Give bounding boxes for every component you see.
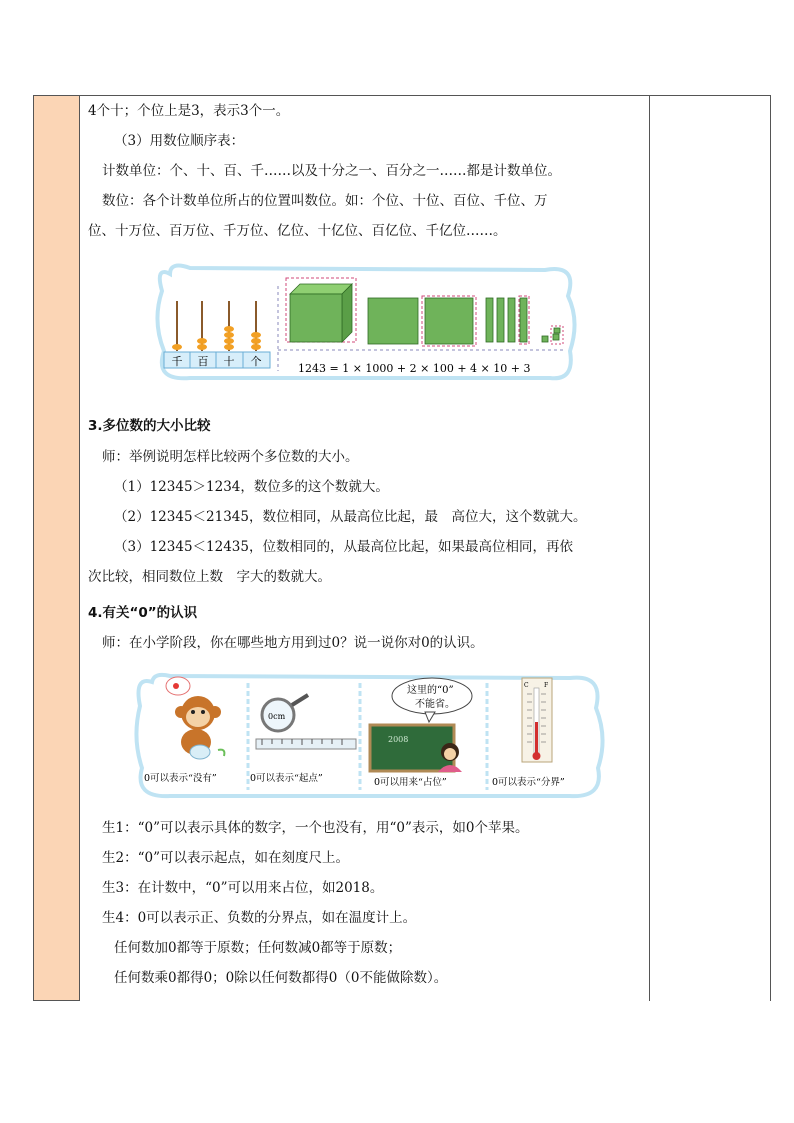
text-line: （3）12345＜12435，位数相同的，从最高位比起，如果最高位相同，再依 bbox=[114, 539, 573, 555]
text-line: 数位：各个计数单位所占的位置叫数位。如：个位、十位、百位、千位、万 bbox=[102, 193, 548, 209]
text-line: 生2：“0”可以表示起点，如在刻度尺上。 bbox=[102, 850, 349, 866]
text-line: 计数单位：个、十、百、千……以及十分之一、百分之一……都是计数单位。 bbox=[102, 163, 561, 179]
section-heading: 4.有关“0”的认识 bbox=[88, 605, 198, 621]
speech-bubble-line: 不能省。 bbox=[415, 699, 455, 710]
text-line: 生1：“0”可以表示具体的数字，一个也没有，用“0”表示，如0个苹果。 bbox=[102, 820, 529, 836]
section-heading: 3.多位数的大小比较 bbox=[88, 418, 211, 434]
content-column bbox=[80, 95, 650, 1001]
hundred-flat bbox=[368, 298, 418, 344]
text-line: 师：在小学阶段，你在哪些地方用到过0？说一说你对0的认识。 bbox=[102, 635, 484, 651]
lesson-table bbox=[33, 95, 771, 1001]
thousand-cube bbox=[286, 278, 356, 342]
left-column bbox=[33, 95, 80, 1001]
text-line: （3）用数位顺序表： bbox=[114, 133, 245, 149]
thermo-unit: F bbox=[544, 682, 549, 689]
zero-caption: 0可以用来“占位” bbox=[374, 777, 447, 788]
thermometer-illustration bbox=[522, 678, 552, 762]
ruler-label: 0cm bbox=[268, 712, 286, 721]
zero-caption: 0可以表示“分界” bbox=[492, 777, 565, 788]
board-number: 2008 bbox=[388, 735, 409, 744]
place-value-equation: 1243 = 1 × 1000 + 2 × 100 + 4 × 10 + 3 bbox=[298, 362, 531, 375]
thermo-unit: C bbox=[524, 682, 529, 689]
text-line: 次比较，相同数位上数 字大的数就大。 bbox=[88, 569, 331, 585]
text-line: 4个十；个位上是3，表示3个一。 bbox=[88, 103, 290, 119]
speech-bubble-line: 这里的“0” bbox=[407, 685, 454, 696]
abacus-label: 千 bbox=[171, 355, 183, 368]
text-line: 师：举例说明怎样比较两个多位数的大小。 bbox=[102, 449, 359, 465]
text-line: 任何数加0都等于原数；任何数减0都等于原数； bbox=[114, 940, 402, 956]
abacus-label: 十 bbox=[223, 355, 235, 368]
text-line: （1）12345＞1234，数位多的这个数就大。 bbox=[114, 479, 389, 495]
text-line: 位、十万位、百万位、千万位、亿位、十亿位、百亿位、千亿位……。 bbox=[88, 223, 507, 239]
text-line: （2）12345＜21345，数位相同，从最高位比起，最 高位大，这个数就大。 bbox=[114, 509, 587, 525]
text-line: 生4：0可以表示正、负数的分界点，如在温度计上。 bbox=[102, 910, 417, 926]
notes-column bbox=[650, 95, 771, 1001]
text-line: 任何数乘0都得0；0除以任何数都得0（0不能做除数）。 bbox=[114, 970, 448, 986]
zero-meanings-figure bbox=[130, 668, 610, 804]
hundred-flat bbox=[422, 296, 476, 346]
zero-caption: 0可以表示“起点” bbox=[250, 773, 323, 784]
zero-caption: 0可以表示“没有” bbox=[144, 773, 217, 784]
abacus-label: 个 bbox=[250, 355, 262, 368]
place-value-figure bbox=[150, 256, 580, 386]
text-line: 生3：在计数中，“0”可以用来占位，如2018。 bbox=[102, 880, 384, 896]
abacus-label: 百 bbox=[197, 355, 209, 368]
